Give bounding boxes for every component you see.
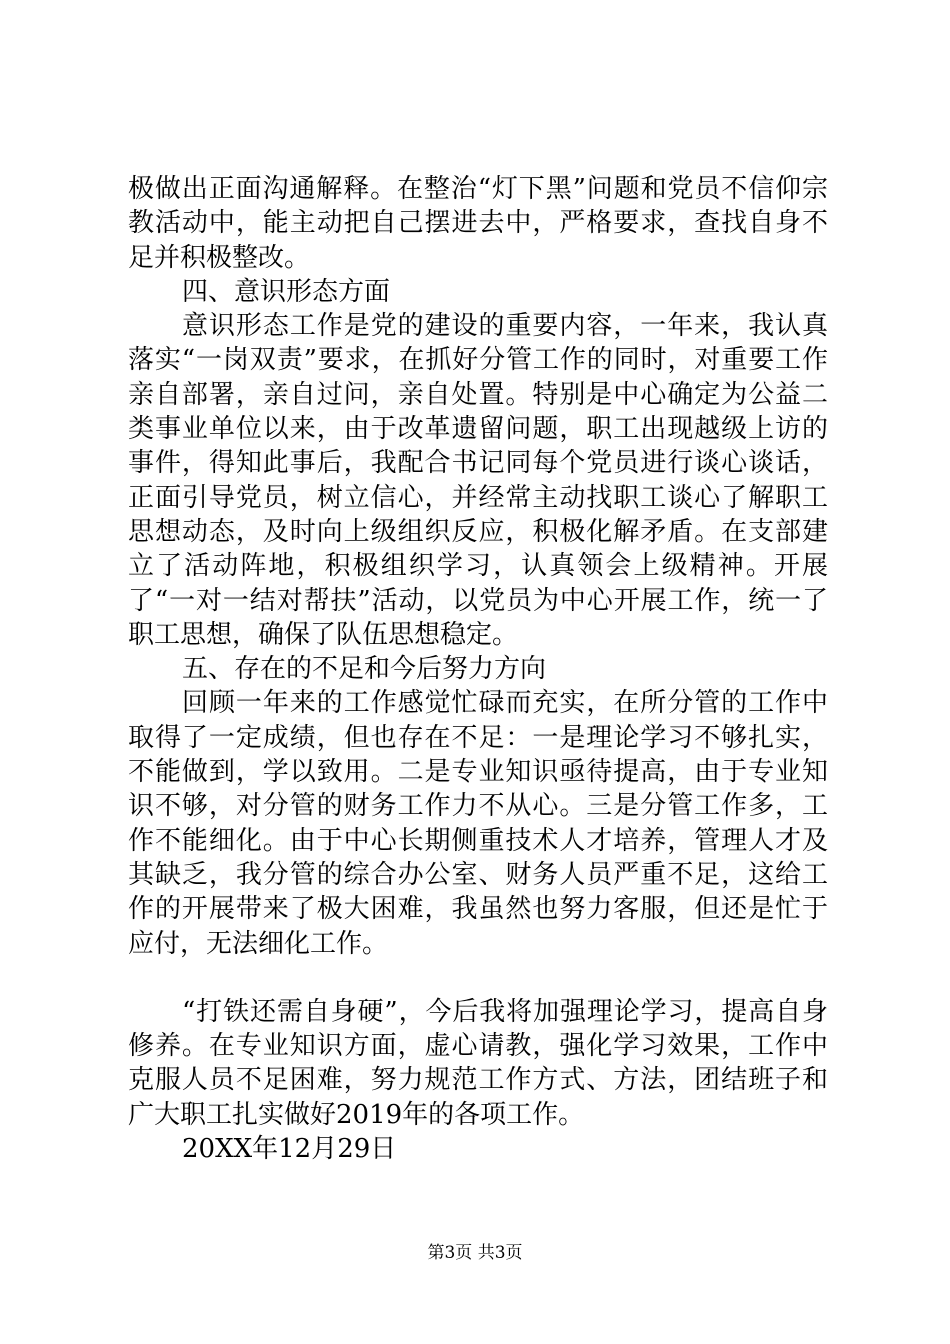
document-date: 20XX年12月29日: [182, 1134, 397, 1165]
paragraph-future-plans: “打铁还需自身硬”，今后我将加强理论学习，提高自身修养。在专业知识方面，虚心请教，强化学习效果，工作中克服人员不足困难，努力规范工作方式、方法，团结班子和广大职工扎实做好2019年的各项工作。: [128, 996, 828, 1130]
paragraph-ideology: 意识形态工作是党的建设的重要内容，一年来，我认真落实“一岗双责”要求，在抓好分管工作的同时，对重要工作亲自部署，亲自过问，亲自处置。特别是中心确定为公益二类事业单位以来，由于改革遗留问题，职工出现越级上访的事件，得知此事后，我配合书记同每个党员进行谈心谈话，正面引导党员，树立信心，并经常主动找职工谈心了解职工思想动态，及时向上级组织反应，积极化解矛盾。在支部建立了活动阵地，积极组织学习，认真领会上级精神。开展了“一对一结对帮扶”活动，以党员为中心开展工作，统一了职工思想，确保了队伍思想稳定。: [128, 311, 828, 650]
page-footer: 第3页 共3页: [427, 1243, 523, 1263]
paragraph-continuation: 极做出正面沟通解释。在整治“灯下黑”问题和党员不信仰宗教活动中，能主动把自己摆进去中，严格要求，查找自身不足并积极整改。: [128, 174, 828, 273]
section-heading-ideology: 四、意识形态方面: [182, 276, 391, 307]
paragraph-shortcomings: 回顾一年来的工作感觉忙碌而充实，在所分管的工作中取得了一定成绩，但也存在不足：一是理论学习不够扎实，不能做到，学以致用。二是专业知识亟待提高，由于专业知识不够，对分管的财务工作力不从心。三是分管工作多，工作不能细化。由于中心长期侧重技术人才培养，管理人才及其缺乏，我分管的综合办公室、财务人员严重不足，这给工作的开展带来了极大困难，我虽然也努力客服，但还是忙于应付，无法细化工作。: [128, 688, 828, 959]
section-heading-shortcomings: 五、存在的不足和今后努力方向: [182, 654, 547, 685]
document-body: [128, 172, 828, 1166]
